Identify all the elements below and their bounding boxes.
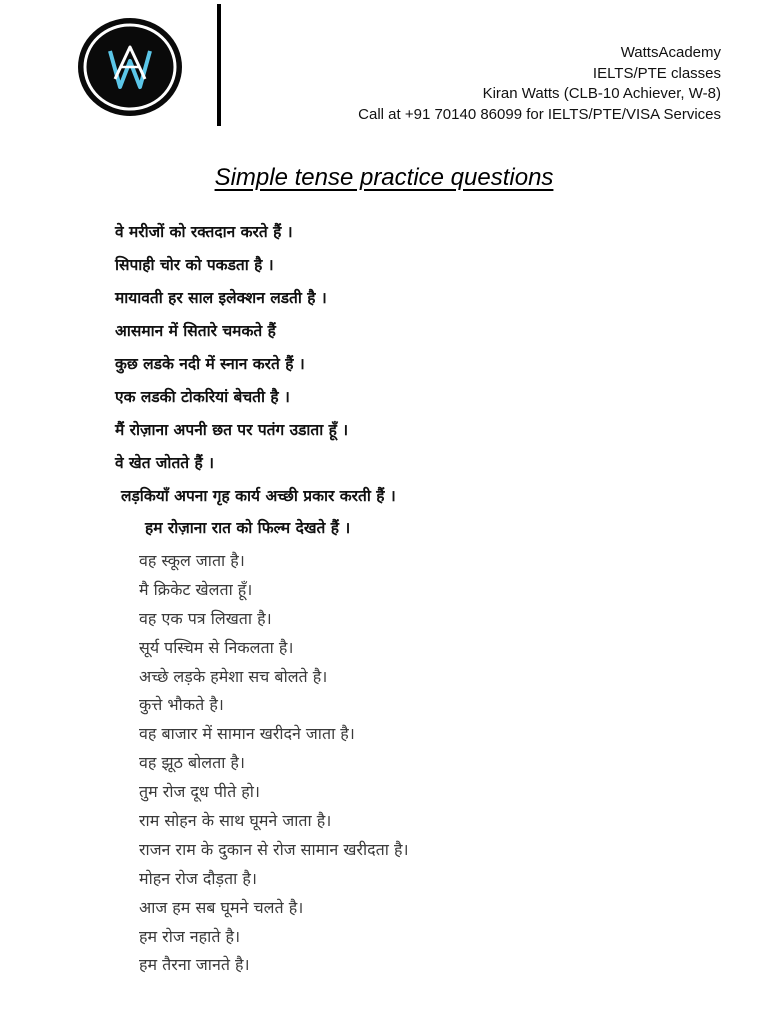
question-item: मै क्रिकेट खेलता हूँ। (139, 579, 253, 599)
question-item: सूर्य पस्चिम से निकलता है। (139, 637, 294, 657)
page-title (0, 164, 768, 192)
brand-name: WattsAcademy (620, 44, 721, 61)
question-item: मायावती हर साल इलेक्शन लडती है । (115, 289, 327, 307)
watts-academy-logo (77, 17, 183, 117)
question-item: कुत्ते भौकते है। (139, 695, 224, 715)
question-item: हम रोज नहाते है। (139, 926, 241, 946)
page-title-text: Simple tense practice questions (214, 164, 554, 191)
question-item: एक लडकी टोकरियां बेचती है । (115, 388, 290, 406)
question-item: तुम रोज दूध पीते हो। (139, 782, 260, 802)
question-item: हम तैरना जानते है। (139, 955, 250, 975)
question-item: वह झूठ बोलता है। (139, 753, 245, 773)
classes-line: IELTS/PTE classes (592, 64, 721, 82)
plain-question-list (139, 547, 409, 980)
contact-line: Call at +91 70140 86099 for IELTS/PTE/VISA Services (358, 105, 721, 123)
question-item: वह स्कूल जाता है। (139, 551, 245, 570)
question-item: आज हम सब घूमने चलते है। (139, 897, 304, 917)
question-item: वह एक पत्र लिखता है। (139, 608, 272, 628)
question-item: सिपाही चोर को पकडता है । (115, 256, 274, 274)
question-item: वे मरीजों को रक्तदान करते हैं । (115, 223, 293, 241)
question-item: मोहन रोज दौड़ता है। (139, 868, 257, 888)
question-item: राजन राम के दुकान से रोज सामान खरीदता है। (139, 839, 409, 859)
question-item: आसमान में सितारे चमकते हैं (115, 322, 276, 340)
question-item: हम रोज़ाना रात को फिल्म देखते हैं । (145, 519, 351, 537)
question-item: अच्छे लड़के हमेशा सच बोलते है। (139, 666, 328, 686)
question-item: लड़कियाँ अपना गृह कार्य अच्छी प्रकार करती हैं । (121, 487, 396, 505)
question-item: राम सोहन के साथ घूमने जाता है। (139, 811, 332, 831)
header-divider (217, 4, 221, 126)
contact-header (358, 43, 721, 125)
question-item: कुछ लडके नदी में स्नान करते हैं । (115, 355, 305, 373)
question-item: मैं रोज़ाना अपनी छत पर पतंग उडाता हूँ । (115, 421, 349, 439)
question-item: वह बाजार में सामान खरीदने जाता है। (139, 724, 355, 744)
teacher-line: Kiran Watts (CLB-10 Achiever, W-8) (482, 85, 721, 102)
question-item: वे खेत जोतते हैं । (115, 454, 215, 472)
